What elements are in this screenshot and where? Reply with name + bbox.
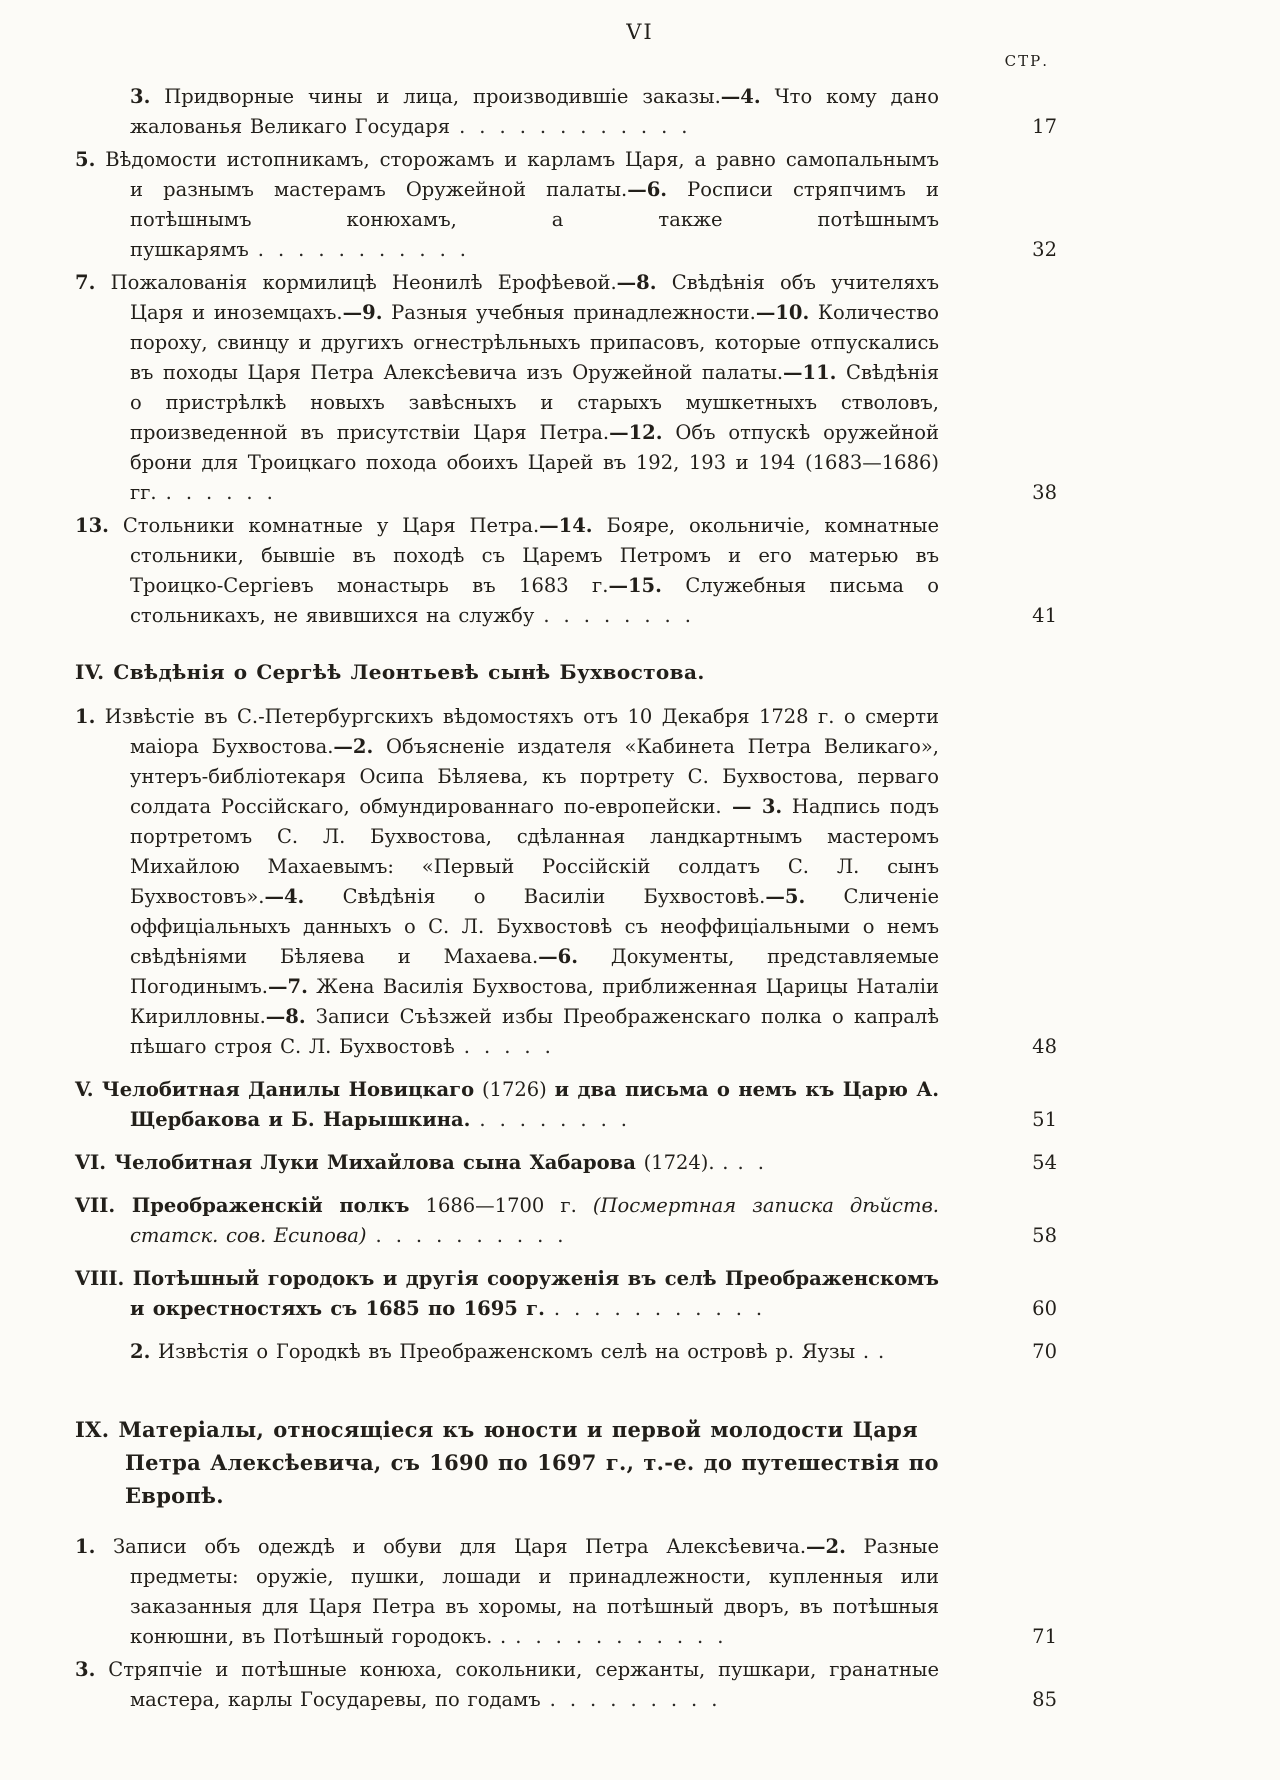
toc-entry	[75, 1191, 1057, 1251]
entry-page-number: 71	[1032, 1625, 1057, 1648]
toc-entry	[75, 82, 1057, 142]
toc-entry	[75, 1337, 1057, 1367]
entry-text-segment: —2.	[333, 735, 374, 758]
entry-text-segment: Объ отпускѣ оружейной брони для Троицкаго похода обоихъ Царей въ 192, 193 и 194 (1683—1686) гг.	[130, 421, 939, 504]
entry-text-segment: Количество пороху, свинцу и другихъ огнестрѣльныхъ припасовъ, которые отпускались въ походы Царя Петра Алексѣевича изъ Оружейной палаты.	[130, 301, 940, 384]
entry-text-segment: Извѣстія о Городкѣ въ Преображенскомъ селѣ на островѣ р. Яузы .	[150, 1340, 870, 1363]
entry-text-segment: —11.	[783, 361, 837, 384]
dot-leader: .....	[463, 1035, 565, 1058]
entry-text	[75, 660, 705, 684]
entry-text-segment: Документы, представляемые Погодинымъ.	[130, 945, 939, 998]
toc-entry	[75, 702, 1057, 1062]
entry-text-segment: (Посмертная записка дѣйств. статск. сов. Есипова)	[130, 1194, 939, 1247]
dot-leader: ........	[543, 604, 705, 627]
entry-text-segment: Служебныя письма о стольникахъ, не явившихся на службу	[130, 574, 939, 627]
toc-section-heading	[75, 657, 1057, 687]
entry-text-segment: —4.	[720, 85, 761, 108]
entry-text-segment: 5.	[75, 148, 96, 171]
dot-leader: ........	[479, 1108, 641, 1131]
entry-text-segment: —8.	[265, 1005, 306, 1028]
entry-text-segment: 13.	[75, 514, 109, 537]
entry-text-segment: —6.	[627, 178, 668, 201]
entry-text-segment: Что кому дано жалованья Великаго Государя	[130, 85, 939, 138]
entry-page-number: 85	[1032, 1688, 1057, 1711]
entry-text-segment: Объясненіе издателя «Кабинета Петра Великаго», унтеръ-библіотекаря Осипа Бѣляева, къ портрету С. Бухвостова, перваго солдата Россійскаго, обмундированнаго по-европейски.	[130, 735, 939, 818]
dot-leader: ......	[165, 481, 287, 504]
entry-text-segment: IV. Свѣдѣнія о Сергѣѣ Леонтьевѣ сынѣ Бухвостова.	[75, 660, 705, 684]
dot-leader: .........	[549, 1688, 732, 1711]
entry-text-segment: Извѣстіе въ С.-Петербургскихъ вѣдомостяхъ отъ 10 Декабря 1728 г. о смерти маіора Бухвостова.	[95, 705, 939, 758]
entry-text-segment: VI. Челобитная Луки Михайлова сына Хабарова	[75, 1151, 636, 1174]
entry-text-segment: Записи объ одеждѣ и обуви для Царя Петра Алексѣевича.	[95, 1535, 807, 1558]
entry-text-segment: —8.	[616, 271, 657, 294]
entry-text-segment: Бояре, окольничіе, комнатные стольники, бывшіе въ походѣ съ Царемъ Петромъ и его матерью въ Троицко-Сергіевъ монастырь въ 1683 г.	[130, 514, 939, 597]
entry-text-segment: Разныя учебныя принадлежности.	[382, 301, 756, 324]
entry-text	[75, 1151, 729, 1174]
entry-text-segment: Вѣдомости истопникамъ, сторожамъ и карламъ Царя, а равно самопальнымъ и разнымъ мастерамъ Оружейной палаты.	[95, 148, 939, 201]
dot-leader: ............	[459, 115, 702, 138]
folio-number: VI	[626, 20, 654, 44]
entry-text-segment: (1724). .	[635, 1151, 729, 1174]
entry-text-segment: 1.	[75, 1535, 96, 1558]
toc-entry	[75, 1655, 1057, 1715]
entry-page-number: 41	[1032, 604, 1057, 627]
entry-text-segment: Свѣдѣнія о Василіи Бухвостовѣ.	[304, 885, 766, 908]
toc-entry	[75, 1075, 1057, 1135]
dot-leader: .	[878, 1340, 899, 1363]
entry-text-segment: Пожалованія кормилицѣ Неонилѣ Ерофѣевой.	[95, 271, 617, 294]
entry-text-segment: —14.	[539, 514, 593, 537]
entry-text	[75, 1417, 939, 1508]
entry-text-segment: —6.	[538, 945, 579, 968]
entry-text	[75, 271, 939, 504]
entry-text-segment: Свѣдѣнія о пристрѣлкѣ новыхъ завѣсныхъ и старыхъ мушкетныхъ стволовъ, произведенной въ присутствіи Царя Петра.	[130, 361, 939, 444]
page-column-header: СТР.	[1004, 52, 1049, 70]
entry-page-number: 48	[1032, 1035, 1057, 1058]
dot-leader: ...........	[553, 1297, 777, 1320]
entry-page-number: 17	[1032, 115, 1057, 138]
entry-text-segment: 3.	[75, 1658, 96, 1681]
entry-text	[75, 705, 939, 1058]
entry-text-segment: Стряпчіе и потѣшные конюха, сокольники, сержанты, пушкари, гранатные мастера, карлы Государевы, по годамъ	[95, 1658, 939, 1711]
entry-text-segment: VIII. Потѣшный городокъ и другія сооруженія въ селѣ Преображенскомъ и окрестностяхъ съ 1685 по 1695 г.	[75, 1267, 939, 1320]
entry-text-segment: 7.	[75, 271, 96, 294]
toc-entry	[75, 1148, 1057, 1178]
entry-text	[75, 1658, 939, 1711]
toc-entries	[75, 82, 1057, 1715]
entry-page-number: 32	[1032, 238, 1057, 261]
toc-entry	[75, 1264, 1057, 1324]
entry-text-segment: —2.	[806, 1535, 846, 1558]
entry-text-segment: — 3.	[721, 795, 783, 818]
entry-text-segment: Сличеніе оффиціальныхъ данныхъ о С. Л. Бухвостовѣ съ неоффиціальными о немъ свѣдѣніями Бѣляева и Махаева.	[130, 885, 939, 968]
entry-text-segment: 3.	[130, 85, 151, 108]
toc-entry	[75, 268, 1057, 508]
dot-leader: ...........	[257, 238, 480, 261]
entry-text-segment: Жена Василія Бухвостова, приближенная Царицы Наталіи Кирилловны.	[130, 975, 939, 1028]
entry-text-segment: 2.	[130, 1340, 151, 1363]
toc-content	[75, 52, 1057, 1718]
dot-leader: ...........	[515, 1625, 738, 1648]
entry-text-segment: —12.	[609, 421, 663, 444]
dot-leader: ..........	[375, 1224, 578, 1247]
entry-page-number: 70	[1032, 1340, 1057, 1363]
entry-text-segment: Придворные чины и лица, производившіе заказы.	[150, 85, 721, 108]
entry-text-segment: Свѣдѣнія объ учителяхъ Царя и иноземцахъ.	[130, 271, 939, 324]
entry-text-segment: IX. Матеріалы, относящіеся къ юности и первой молодости Царя Петра Алексѣевича, съ 1690 по 1697 г., т.-е. до путешествія по Европѣ.	[75, 1417, 939, 1508]
entry-text-segment: и два письма о немъ къ Царю А. Щербакова и Б. Нарышкина.	[130, 1078, 939, 1131]
entry-text-segment: —4.	[264, 885, 305, 908]
toc-entry	[75, 145, 1057, 265]
entry-text-segment: —9.	[342, 301, 383, 324]
toc-entry	[75, 1532, 1057, 1652]
entry-text	[130, 1340, 869, 1363]
entry-text-segment: Стольники комнатные у Царя Петра.	[108, 514, 540, 537]
entry-text-segment: —5.	[765, 885, 806, 908]
entry-text-segment: (1726)	[474, 1078, 555, 1101]
entry-page-number: 60	[1032, 1297, 1057, 1320]
entry-text-segment: V. Челобитная Данилы Новицкаго	[75, 1078, 475, 1101]
entry-text-segment: Разные предметы: оружіе, пушки, лошади и принадлежности, купленныя или заказанныя для Царя Петра въ хоромы, на потѣшный дворъ, въ потѣшныя конюшни, въ Потѣшный городокъ. .	[130, 1535, 939, 1648]
entry-text	[75, 148, 939, 261]
dot-leader: ..	[737, 1151, 778, 1174]
entry-page-number: 38	[1032, 481, 1057, 504]
entry-text-segment: 1.	[75, 705, 96, 728]
entry-page-number: 51	[1032, 1108, 1057, 1131]
entry-text-segment: Надпись подъ портретомъ С. Л. Бухвостова, сдѣланная ландкартнымъ мастеромъ Михайлою Махаевымъ: «Первый Россійскій солдатъ С. Л. сынъ Бухвостовъ».	[130, 795, 939, 908]
entry-text-segment: —10.	[755, 301, 810, 324]
entry-text-segment: 1686—1700 г.	[409, 1194, 593, 1217]
entry-text-segment: —7.	[268, 975, 308, 998]
entry-text	[75, 1267, 939, 1320]
entry-page-number: 58	[1032, 1224, 1057, 1247]
toc-section-heading	[75, 1413, 1057, 1512]
entry-text-segment: Росписи стряпчимъ и потѣшнымъ конюхамъ, а также потѣшнымъ пушкарямъ	[130, 178, 939, 261]
entry-page-number: 54	[1032, 1151, 1057, 1174]
entry-text-segment: VII. Преображенскій полкъ	[75, 1194, 410, 1217]
entry-text-segment: —15.	[608, 574, 662, 597]
toc-entry	[75, 511, 1057, 631]
entry-text-segment: Записи Съѣзжей избы Преображенскаго полка о капралѣ пѣшаго строя С. Л. Бухвостовѣ	[130, 1005, 939, 1058]
entry-text	[75, 514, 939, 627]
